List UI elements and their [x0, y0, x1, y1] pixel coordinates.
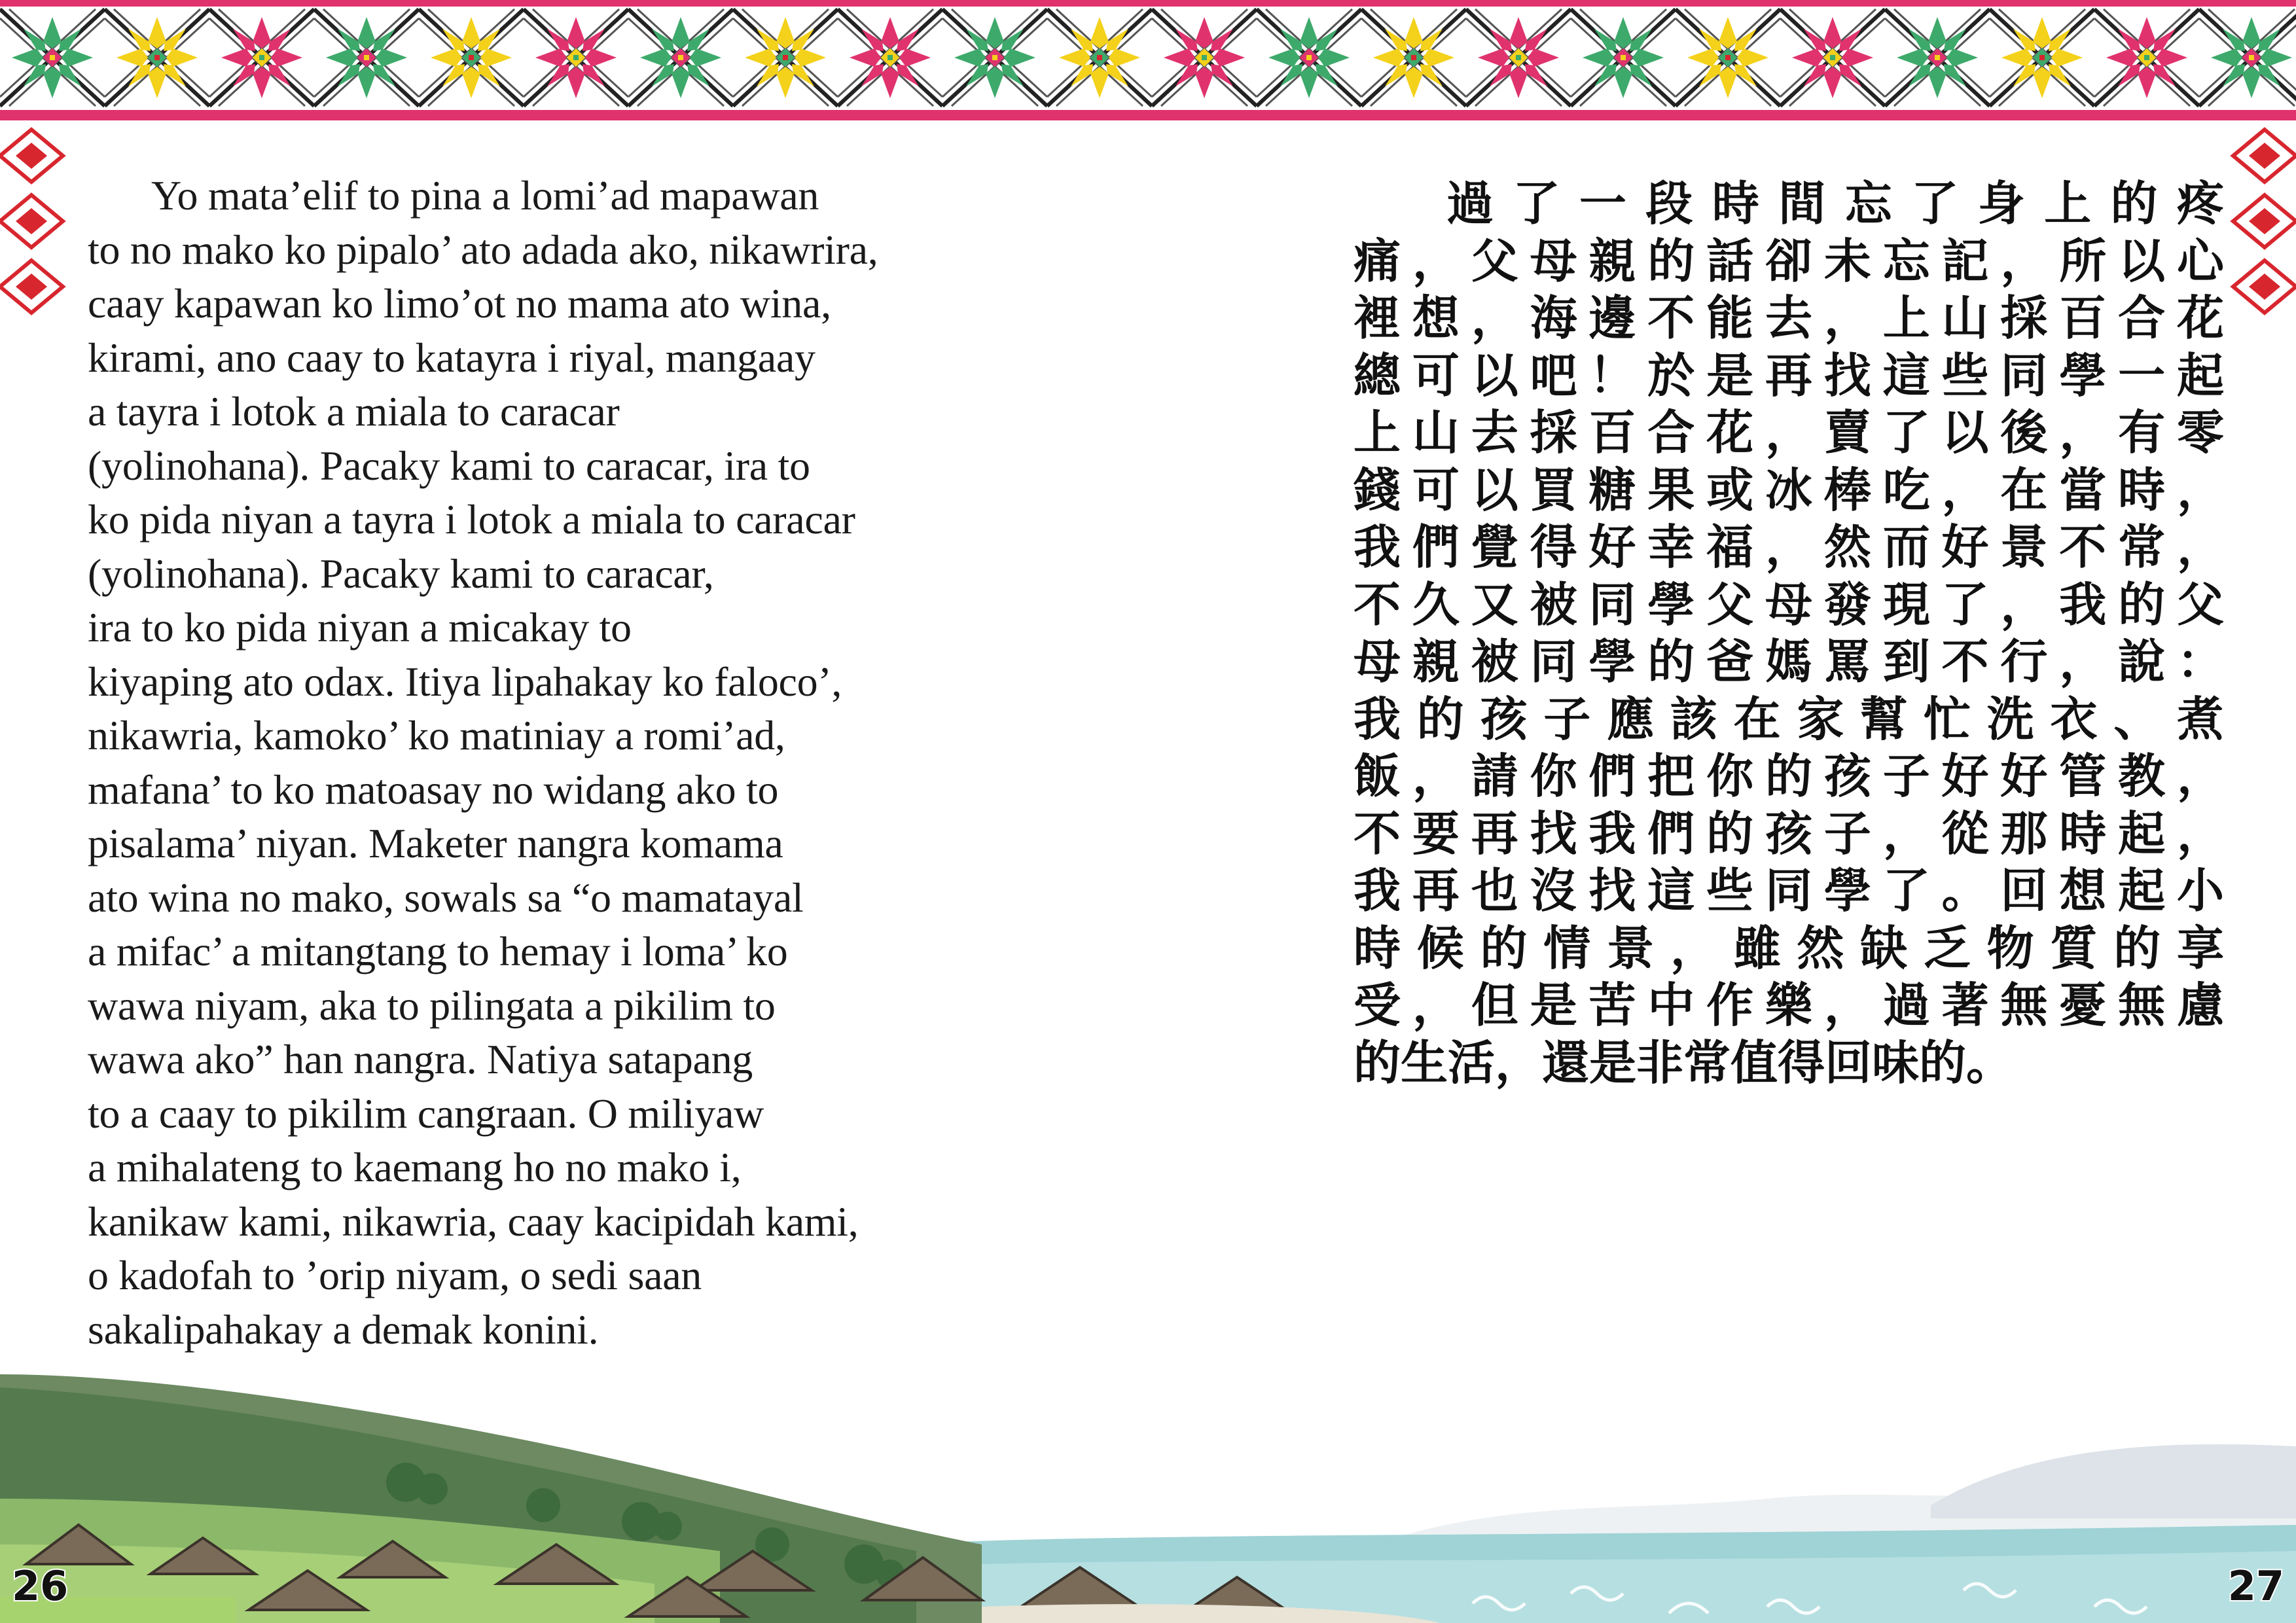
text-line: 不要再找我們的孩子，從那時起，: [1354, 806, 2224, 861]
text-line: wawa ako” han nangra. Natiya satapang: [88, 1036, 753, 1082]
page-number-left: 26: [12, 1562, 69, 1610]
text-line: o kadofah to ’orip niyam, o sedi saan: [88, 1252, 702, 1298]
text-line: caay kapawan ko limo’ot no mama ato wina,: [88, 280, 831, 327]
text-line: 上山去採百合花，賣了以後，有零: [1354, 405, 2224, 460]
text-line: 我們覺得好幸福，然而好景不常，: [1354, 520, 2224, 575]
text-line: ira to ko pida niyan a micakay to: [88, 604, 632, 651]
text-line: 母親被同學的爸媽罵到不行，說：: [1354, 634, 2224, 689]
text-line: wawa niyam, aka to pilingata a pikilim to: [88, 982, 776, 1029]
amis-paragraph: [88, 169, 1056, 1357]
text-line: kanikaw kami, nikawria, caay kacipidah kami,: [88, 1198, 859, 1245]
text-line: to no mako ko pipalo’ ato adada ako, nikawrira,: [88, 226, 878, 273]
text-line: kiyaping ato odax. Itiya lipahakay ko faloco’,: [88, 658, 842, 705]
page-number-right: 27: [2227, 1562, 2284, 1610]
text-line: 受，但是苦中作樂，過著無憂無慮: [1354, 978, 2224, 1033]
text-line: 飯，請你們把你的孩子好好管教，: [1354, 749, 2224, 804]
chinese-paragraph: [1354, 175, 2224, 1092]
text-line: sakalipahakay a demak konini.: [88, 1306, 599, 1353]
text-line: 我的孩子應該在家幫忙洗衣、煮: [1354, 691, 2224, 747]
text-line: 痛，父母親的話卻未忘記，所以心: [1354, 233, 2224, 289]
text-line: 總可以吧！於是再找這些同學一起: [1354, 348, 2224, 403]
text-line: 裡想，海邊不能去，上山採百合花: [1354, 291, 2224, 346]
text-line: a mihalateng to kaemang ho no mako i,: [88, 1144, 742, 1190]
text-line: ko pida niyan a tayra i lotok a miala to caracar: [88, 496, 855, 543]
text-line: a tayra i lotok a miala to caracar: [88, 388, 620, 435]
text-line: 錢可以買糖果或冰棒吃，在當時，: [1354, 462, 2224, 518]
text-line: to a caay to pikilim cangraan. O miliyaw: [88, 1090, 764, 1137]
text-line: 不久又被同學父母發現了，我的父: [1354, 577, 2224, 632]
text-line: ato wina no mako, sowals sa “o mamatayal: [88, 874, 804, 921]
text-line: 過了一段時間忘了身上的疼: [1446, 176, 2224, 231]
top-ornamental-band: [0, 0, 2296, 123]
text-line: nikawria, kamoko’ ko matiniay a romi’ad,: [88, 712, 785, 758]
village-sea-illustration: [0, 1348, 2296, 1623]
text-line: (yolinohana). Pacaky kami to caracar, ira to: [88, 442, 810, 489]
left-diamond-ornaments: [0, 124, 72, 321]
text-line: 時候的情景，雖然缺乏物質的享: [1354, 920, 2224, 976]
text-line: Yo mata’elif to pina a lomi’ad mapawan: [151, 172, 819, 219]
text-line: kirami, ano caay to katayra i riyal, mangaay: [88, 334, 816, 381]
text-line: mafana’ to ko matoasay no widang ako to: [88, 766, 779, 813]
text-line: pisalama’ niyan. Maketer nangra komama: [88, 820, 783, 866]
text-line: 我再也沒找這些同學了。回想起小: [1354, 863, 2224, 918]
right-diamond-ornaments: [2224, 124, 2296, 321]
text-line: (yolinohana). Pacaky kami to caracar,: [88, 550, 714, 597]
text-line: a mifac’ a mitangtang to hemay i loma’ ko: [88, 928, 788, 974]
text-line: 的生活，還是非常值得回味的。: [1354, 1035, 2014, 1090]
